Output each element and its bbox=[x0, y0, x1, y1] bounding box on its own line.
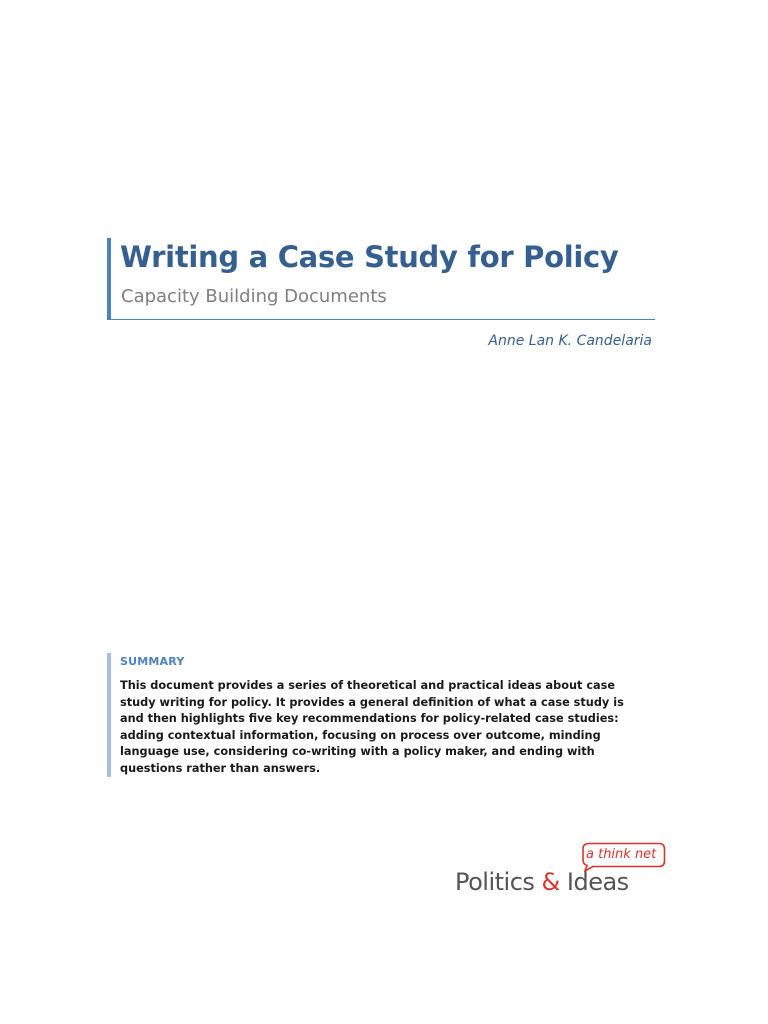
document-title: Writing a Case Study for Policy bbox=[120, 240, 619, 274]
title-block bbox=[107, 238, 655, 320]
author-name: Anne Lan K. Candelaria bbox=[488, 333, 652, 349]
logo-tagline: a think net bbox=[586, 847, 657, 862]
logo-word-politics: Politics bbox=[455, 868, 542, 896]
politics-ideas-logo bbox=[455, 842, 670, 902]
document-subtitle: Capacity Building Documents bbox=[121, 286, 387, 307]
logo-word-ideas: Ideas bbox=[559, 868, 629, 896]
logo-ampersand: & bbox=[541, 868, 560, 896]
summary-heading: SUMMARY bbox=[120, 655, 185, 668]
summary-section bbox=[107, 653, 627, 777]
summary-text: This document provides a series of theoretical and practical ideas about case study writing for policy. It provides a general definition of what a case study is and then highlights five key recommendations for policy-related case studies: adding contextual information, focusing on process over outcome, minding language use, considering co-writing with a policy maker, and ending with questions rather than answers. bbox=[120, 679, 624, 775]
logo-wordmark bbox=[455, 868, 629, 896]
